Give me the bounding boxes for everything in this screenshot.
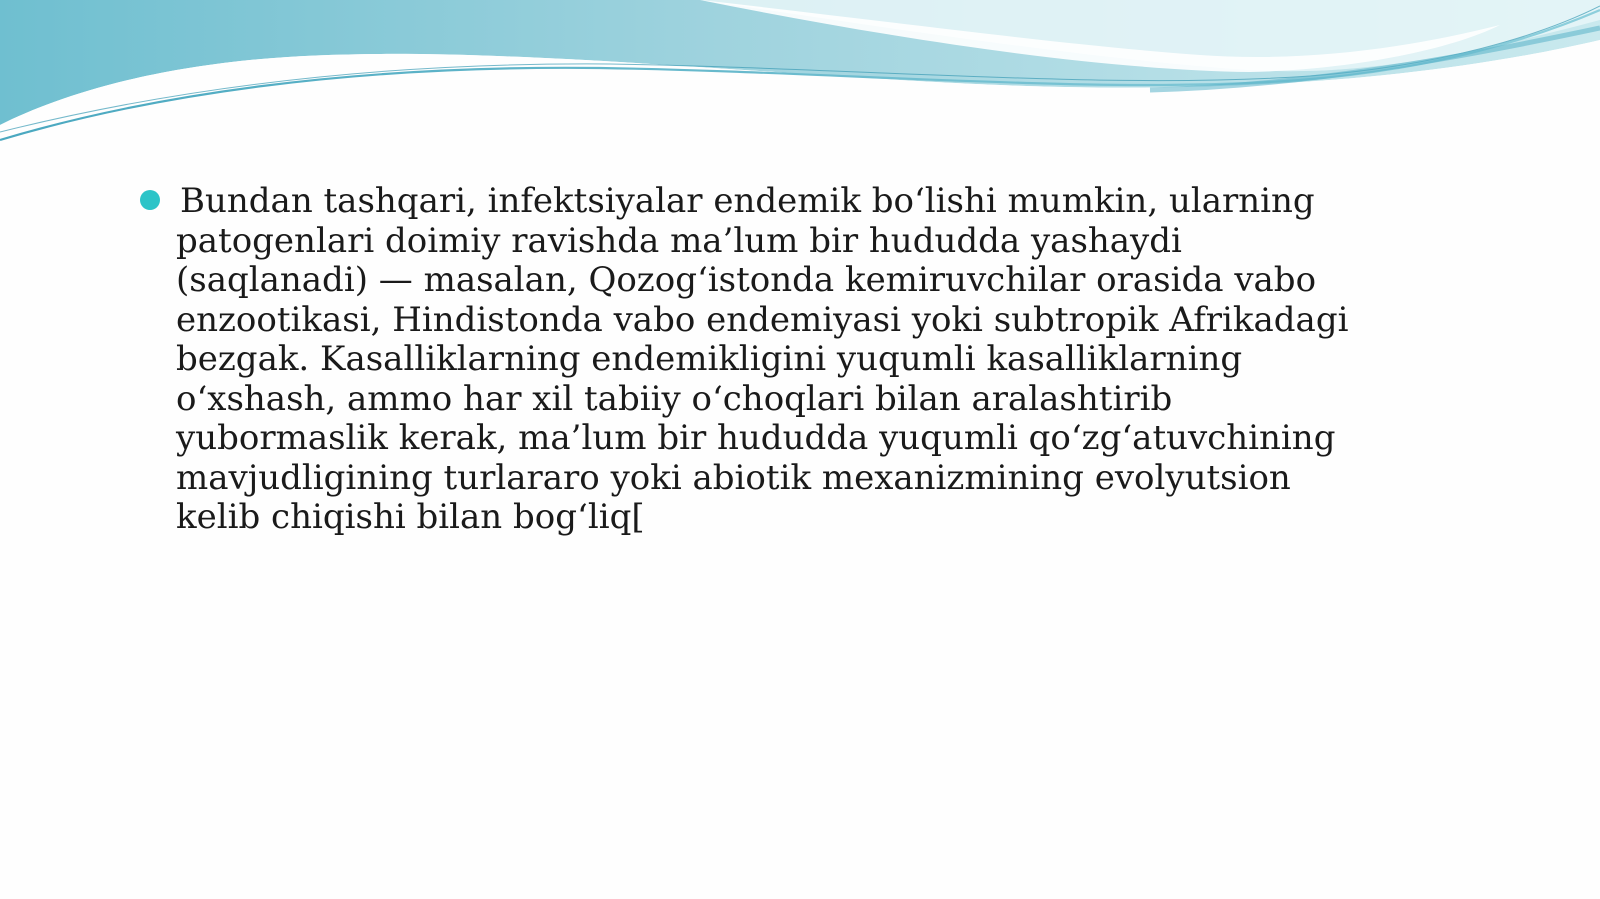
decorative-wave-header xyxy=(0,0,1600,160)
bullet-text: Bundan tashqari, infektsiyalar endemik bo‘lishi mumkin, ularning patogenlari doimiy ravishda ma’lum bir hududda yashaydi (saqlanadi) — masalan, Qozog‘istonda kemiruvchilar orasida vabo enzootikasi, Hindistonda vabo endemiyasi yoki subtropik Afrikadagi bezgak. Kasalliklarning endemikligini yuqumli kasalliklarning o‘xshash, ammo har xil tabiiy o‘choqlari bilan aralashtirib yubormaslik kerak, ma’lum bir hududda yuqumli qo‘zg‘atuvchining mavjudligining turlararo yoki abiotik mexanizmining evolyutsion kelib chiqishi bilan bog‘liq[ xyxy=(176,181,1349,537)
bullet-dot-icon xyxy=(140,190,160,210)
slide-content xyxy=(140,182,1380,538)
bullet-item xyxy=(140,182,1380,538)
